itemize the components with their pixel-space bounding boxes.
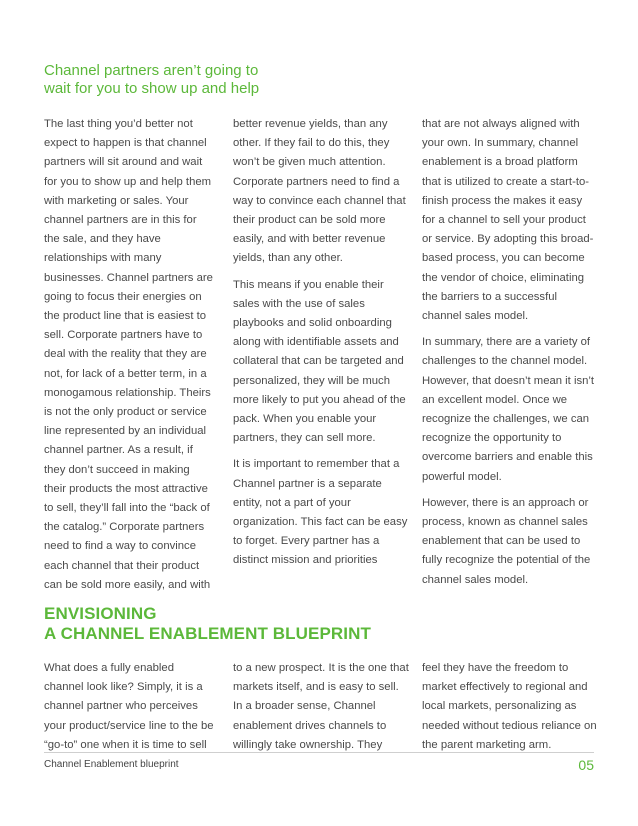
section2-column-1 (44, 659, 214, 762)
paragraph: In summary, there are a variety of challenges to the channel model. However, that doesn’t mean it isn’t an excellent model. Once we recognize the challenges, we can recognize the opportunity to overcome barriers and enable this powerful model. (422, 336, 595, 483)
paragraph: that are not always aligned with your own. In summary, channel enablement is a broad platform that is utilized to create a start-to-finish process the makes it easy for a channel to sell your product or service. By adopting this broad-based process, you can become the vendor of choice, eliminating the barriers to a successful channel sales model. (422, 118, 594, 323)
paragraph: This means if you enable their sales with the use of sales playbooks and solid onboarding along with identifiable assets and collateral that can be targeted and personalized, they will be much more likely to put you ahead of the pack. When you enable your partners, they can sell more. (233, 278, 406, 445)
paragraph: better revenue yields, than any other. If they fail to do this, they won’t be given much attention. Corporate partners need to find a way to convince each channel that their product can be sold more easily, and with better revenue yields, than any other. (233, 118, 406, 265)
heading-line-2: A CHANNEL ENABLEMENT BLUEPRINT (44, 624, 371, 643)
heading-line-1: Channel partners aren’t going to (44, 62, 259, 79)
section2-column-2 (233, 659, 411, 762)
paragraph: feel they have the freedom to market effectively to regional and local markets, personalizing as needed without tedious reliance on the parent marketing arm. (422, 662, 597, 751)
page-number: 05 (578, 757, 594, 773)
section1-column-3 (422, 115, 598, 597)
paragraph: to a new prospect. It is the one that markets itself, and is easy to sell. In a broader sense, Channel enablement drives channels to willingly take ownership. They (233, 662, 409, 751)
paragraph: However, there is an approach or process, known as channel sales enablement that can be used to fully recognize the potential of the channel sales model. (422, 496, 591, 586)
section-heading-envisioning (44, 604, 371, 644)
section1-column-1 (44, 115, 214, 602)
paragraph: What does a fully enabled channel look like? Simply, it is a channel partner who perceives your product/service line to the be “go-to” one when it is time to sell (44, 662, 214, 751)
paragraph: It is important to remember that a Channel partner is a separate entity, not a part of your organization. This fact can be easy to forget. Every partner has a distinct mission and priorities (233, 458, 408, 567)
heading-line-1: ENVISIONING (44, 604, 157, 623)
heading-line-2: wait for you to show up and help (44, 80, 260, 97)
section2-column-3 (422, 659, 598, 762)
section-heading-channel-partners (44, 62, 259, 98)
section1-column-2 (233, 115, 411, 578)
paragraph: The last thing you’d better not expect to happen is that channel partners will sit around and wait for you to show up and help them with marketing or sales. Your channel partners are in this for the sale, and they have relationships with many businesses. Channel partners are going to focus their energies on the product line that is easiest to sell. Corporate partners have to deal with the reality that they are not, for lack of a better term, in a monogamous relationship. Theirs is not the only product or service line represented by an individual channel partner. As a result, if they don’t succeed in making their products the most attractive to sell, they’ll fall into the “back of the catalog.” Corporate partners need to find a way to convince each channel that their product can be sold more easily, and with (44, 118, 213, 591)
footer-document-title: Channel Enablement blueprint (44, 759, 179, 770)
footer-divider (44, 752, 594, 753)
